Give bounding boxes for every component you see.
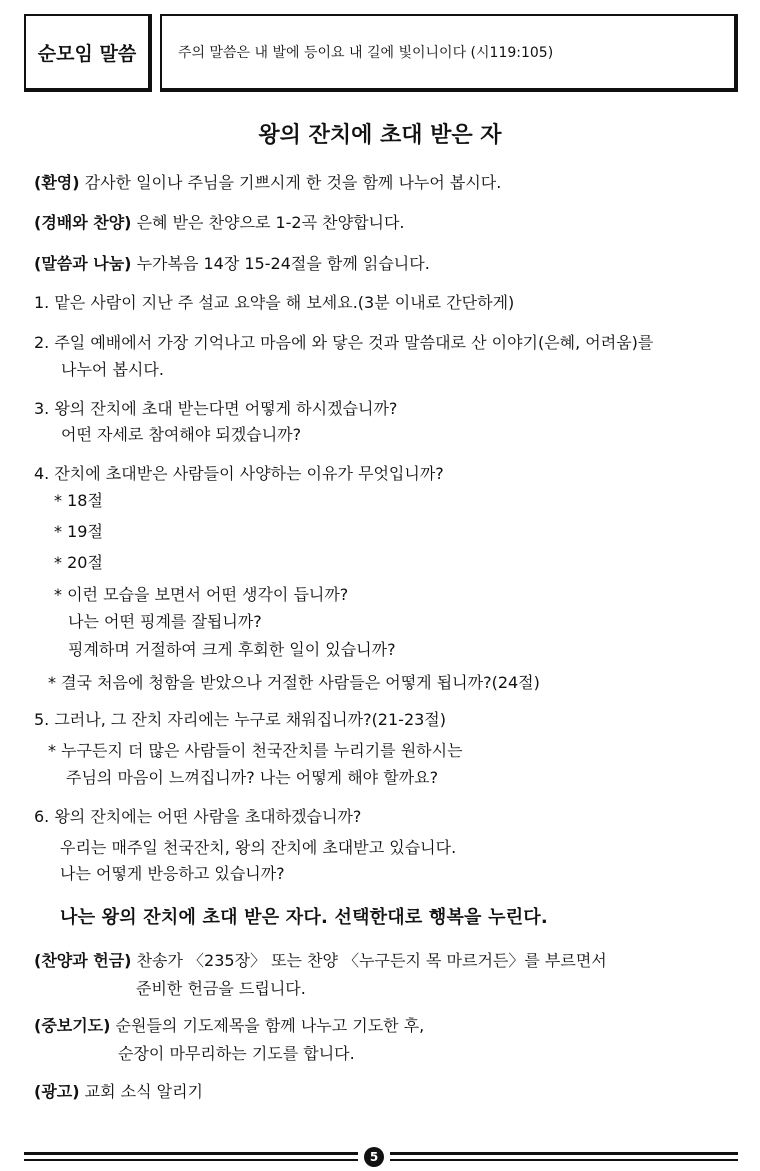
worship-text: 은혜 받은 찬양으로 1-2곡 찬양합니다. — [131, 213, 405, 232]
notice-line — [34, 1082, 203, 1102]
question-4-verse-19: * 19절 — [54, 522, 103, 541]
question-4-verse-20: * 20절 — [54, 553, 103, 572]
question-6: 6. 왕의 잔치에는 어떤 사람을 초대하겠습니까? — [34, 807, 362, 826]
footer-rule-right — [390, 1152, 738, 1155]
question-4-sub-4: * 결국 처음에 청함을 받았으나 거절한 사람들은 어떻게 됩니까?(24절) — [48, 673, 540, 692]
footer — [24, 1147, 738, 1169]
question-4-sub-3: 핑계하며 거절하여 크게 후회한 일이 있습니까? — [68, 640, 396, 659]
worship-label: (경배와 찬양) — [34, 213, 132, 232]
welcome-label: (환영) — [34, 173, 80, 192]
question-5: 5. 그러나, 그 잔치 자리에는 누구로 채워집니까?(21-23절) — [34, 710, 447, 729]
question-4-sub-2: 나는 어떤 핑계를 잘됩니까? — [68, 612, 262, 631]
question-6-sub-1: 우리는 매주일 천국잔치, 왕의 잔치에 초대받고 있습니다. — [60, 838, 457, 857]
prayer-text: 순원들의 기도제목을 함께 나누고 기도한 후, — [110, 1016, 425, 1035]
question-4-verse-18: * 18절 — [54, 491, 103, 510]
question-5-sub-2: 주님의 마음이 느껴집니까? 나는 어떻게 해야 할까요? — [66, 768, 439, 787]
question-5-sub-1: * 누구든지 더 많은 사람들이 천국잔치를 누리기를 원하시는 — [48, 741, 463, 760]
praise-label: (찬양과 헌금) — [34, 951, 132, 970]
question-2: 2. 주일 예배에서 가장 기억나고 마음에 와 닿은 것과 말씀대로 산 이야기(은혜, 어려움)를 — [34, 333, 654, 352]
question-6-sub-2: 나는 어떻게 반응하고 있습니까? — [60, 864, 285, 883]
question-4-sub-1: * 이런 모습을 보면서 어떤 생각이 듭니까? — [54, 585, 349, 604]
notice-label: (광고) — [34, 1082, 80, 1101]
prayer-label: (중보기도) — [34, 1016, 111, 1035]
question-3-cont: 어떤 자세로 참여해야 되겠습니까? — [61, 425, 302, 444]
footer-rule-right-thin — [390, 1159, 738, 1161]
praise-line — [34, 951, 607, 971]
question-3: 3. 왕의 잔치에 초대 받는다면 어떻게 하시겠습니까? — [34, 399, 398, 418]
question-1: 1. 맡은 사람이 지난 주 설교 요약을 해 보세요.(3분 이내로 간단하게) — [34, 293, 515, 312]
key-statement: 나는 왕의 잔치에 초대 받은 자다. 선택한대로 행복을 누린다. — [60, 907, 548, 928]
section-label: 순모임 말씀 — [24, 14, 152, 92]
praise-text: 찬송가 〈235장〉 또는 찬양 〈누구든지 목 마르거든〉를 부르면서 — [131, 951, 607, 970]
word-line — [34, 254, 430, 274]
praise-line-cont: 준비한 헌금을 드립니다. — [136, 979, 306, 998]
notice-text: 교회 소식 알리기 — [79, 1082, 203, 1101]
worship-line — [34, 213, 405, 233]
page-number-badge: 5 — [364, 1147, 384, 1167]
welcome-line — [34, 173, 501, 193]
footer-rule-left-thin — [24, 1159, 358, 1161]
header-verse: 주의 말씀은 내 발에 등이요 내 길에 빛이니이다 (시119:105) — [160, 14, 738, 92]
question-4: 4. 잔치에 초대받은 사람들이 사양하는 이유가 무엇입니까? — [34, 464, 444, 483]
word-label: (말씀과 나눔) — [34, 254, 132, 273]
page-title: 왕의 잔치에 초대 받은 자 — [258, 123, 502, 148]
welcome-text: 감사한 일이나 주님을 기쁘시게 한 것을 함께 나누어 봅시다. — [79, 173, 502, 192]
prayer-line — [34, 1016, 424, 1036]
footer-rule-left — [24, 1152, 358, 1155]
word-text: 누가복음 14장 15-24절을 함께 읽습니다. — [131, 254, 430, 273]
question-2-cont: 나누어 봅시다. — [61, 360, 164, 379]
header — [24, 14, 738, 98]
prayer-line-cont: 순장이 마무리하는 기도를 합니다. — [118, 1044, 355, 1063]
